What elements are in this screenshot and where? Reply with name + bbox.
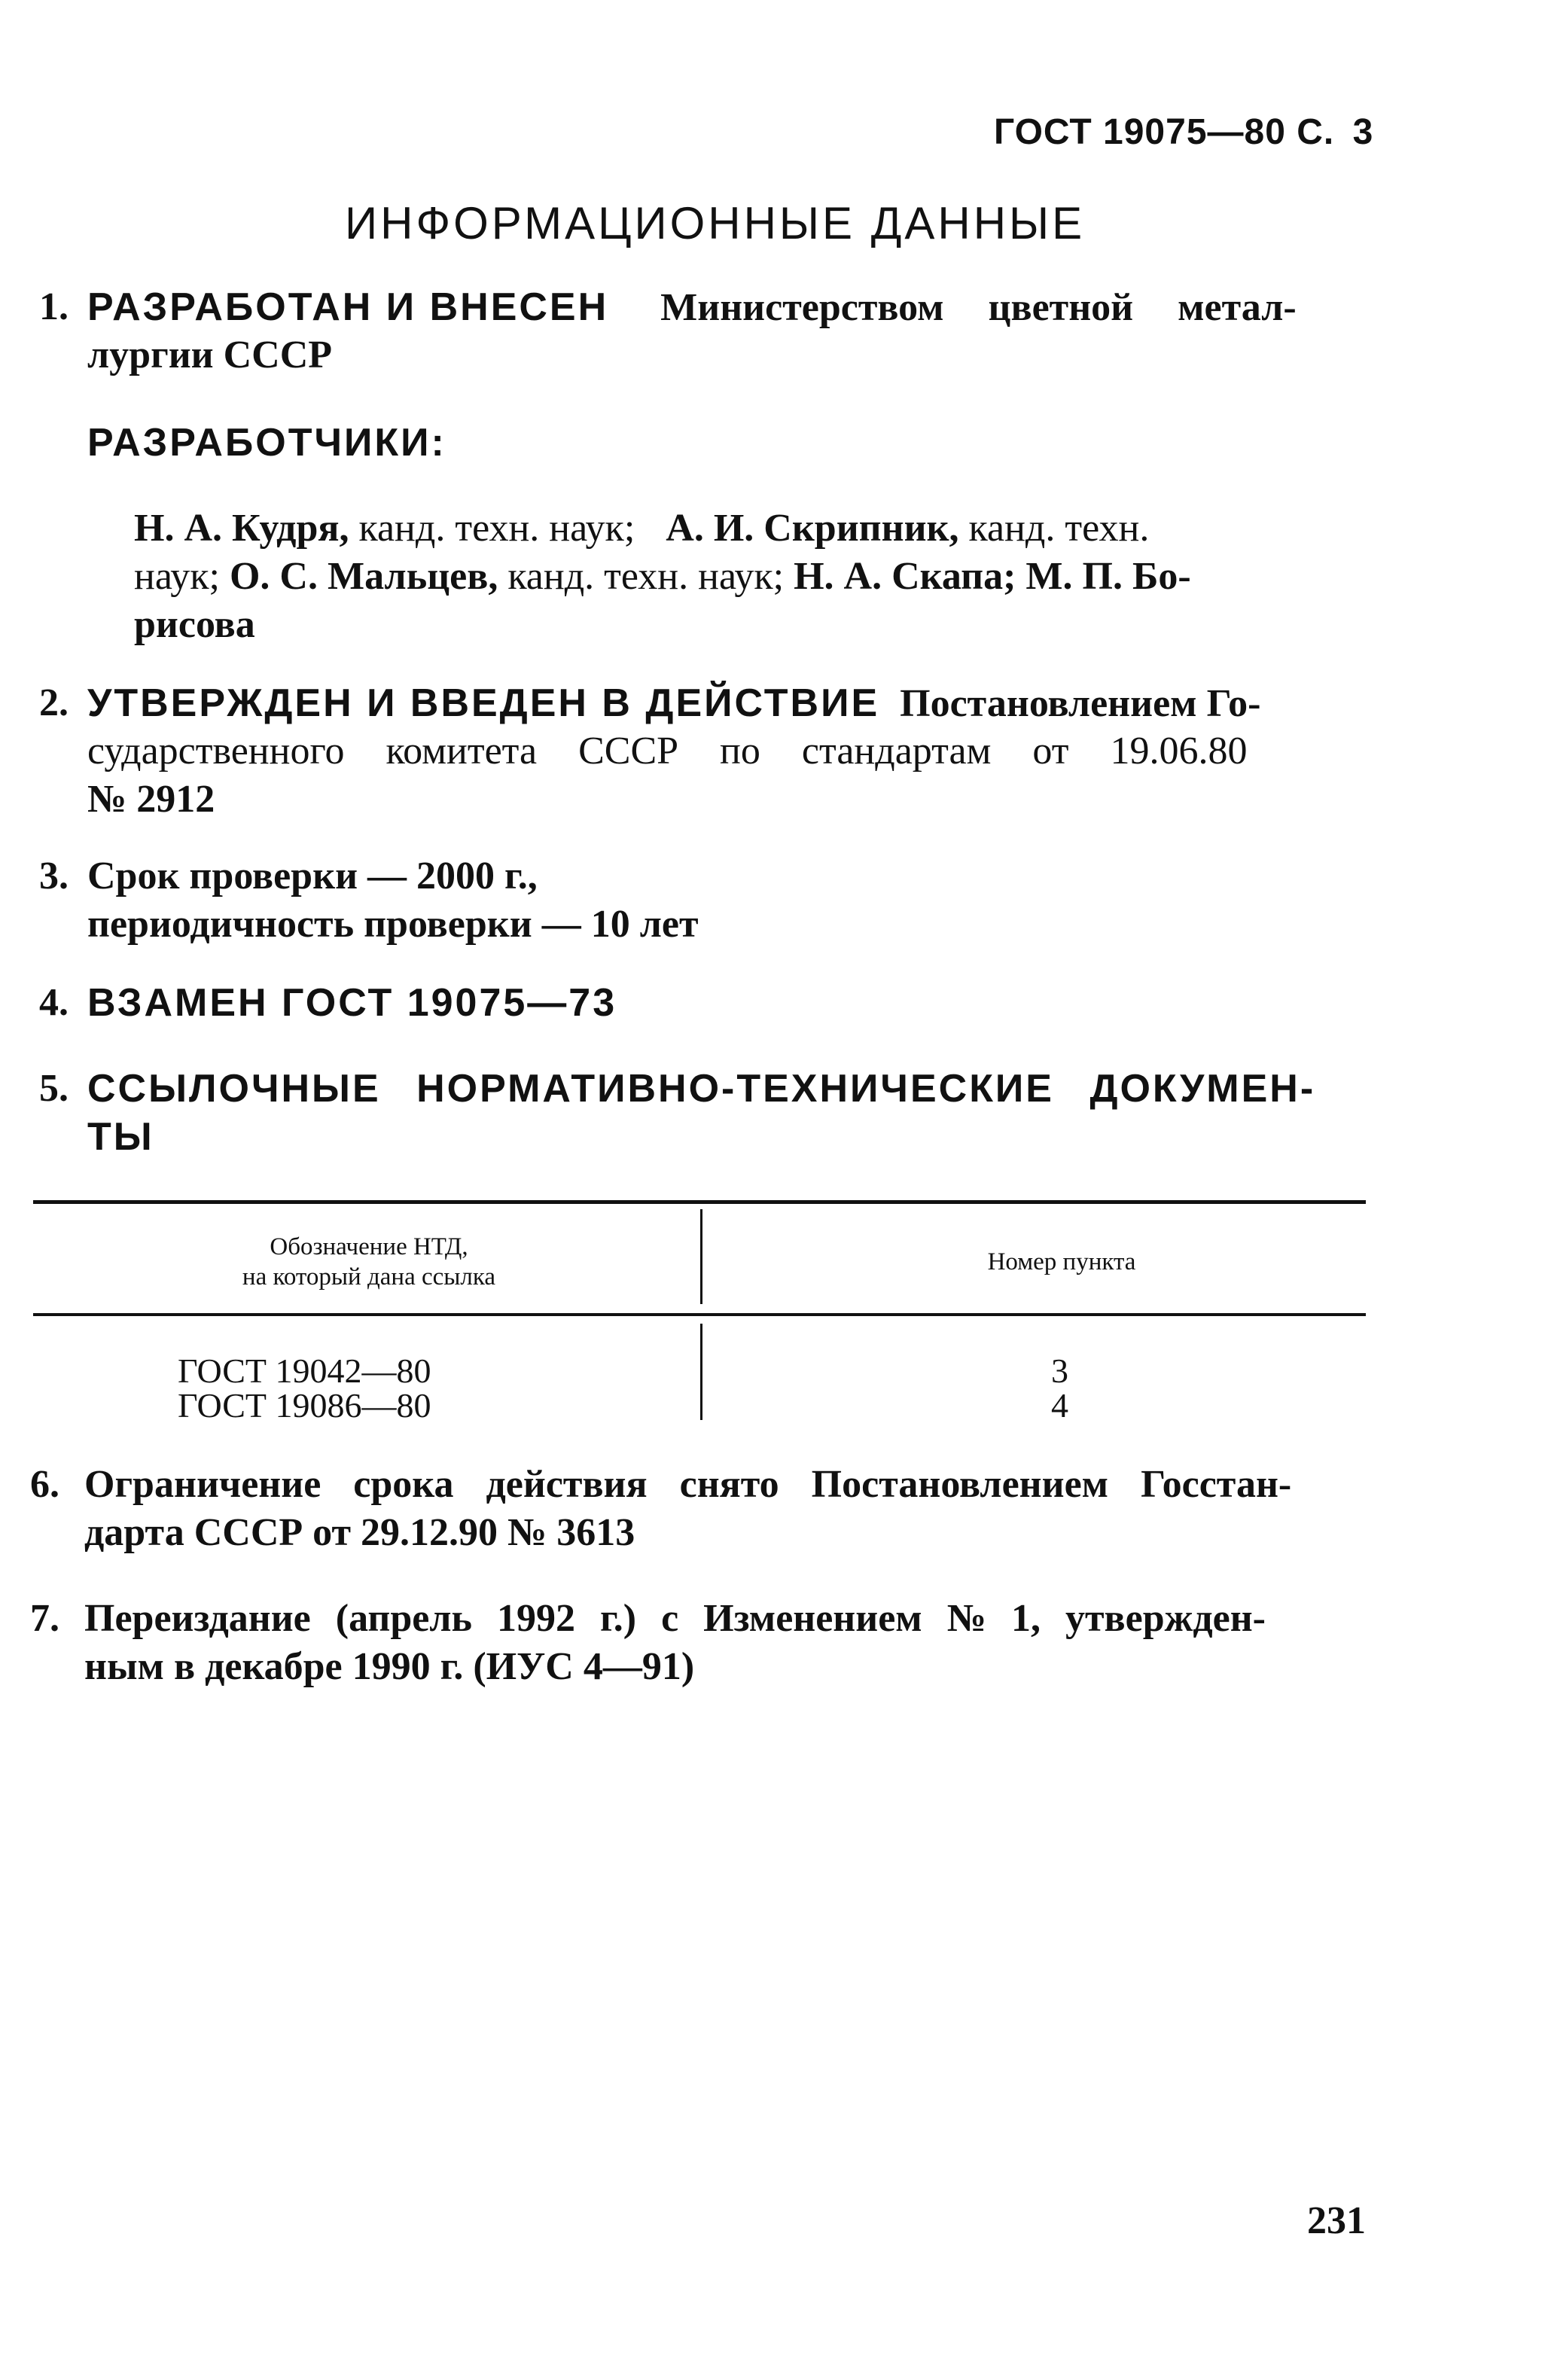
developers-label: РАЗРАБОТЧИКИ: — [87, 421, 446, 465]
item4-text: ВЗАМЕН ГОСТ 19075—73 — [87, 981, 617, 1025]
item5-number: 5. — [39, 1067, 69, 1110]
dev-name-kudrya: Н. А. Кудря, — [134, 507, 349, 550]
item5-line2: ТЫ — [87, 1115, 154, 1159]
dev-degree-2: канд. техн. — [968, 507, 1150, 550]
item6-number: 6. — [30, 1463, 59, 1506]
item1-caps: РАЗРАБОТАН И ВНЕСЕН — [87, 285, 609, 329]
item1-text-line1: Министерством цветной метал- — [660, 286, 1297, 329]
item2-text-line2: сударственного комитета СССР по стандартам от 19.06.80 — [87, 730, 1248, 773]
dev-degree-1: канд. техн. наук; — [358, 507, 635, 550]
item3-line1: Срок проверки — 2000 г., — [87, 855, 538, 897]
developers-line2 — [134, 553, 1191, 601]
item7-number: 7. — [30, 1597, 59, 1640]
table-header-col1 — [113, 1232, 625, 1292]
table-row-2-doc: ГОСТ 19086—80 — [178, 1386, 431, 1425]
gost-ref-text: ГОСТ 19075—80 С. — [994, 112, 1335, 152]
item7-line2: ным в декабре 1990 г. (ИУС 4—91) — [84, 1645, 695, 1688]
item1-text-line2: лургии СССР — [87, 334, 333, 376]
item6-line1: Ограничение срока действия снято Постановлением Госстан- — [84, 1463, 1292, 1506]
table-header-col2: Номер пункта — [987, 1248, 1136, 1275]
table-row-1-item: 3 — [1051, 1352, 1068, 1390]
page-number: 231 — [1307, 2199, 1366, 2242]
dev-degree-2-cont: наук; — [134, 555, 220, 598]
dev-name-skapa-borisova: Н. А. Скапа; М. П. Бо- — [794, 555, 1191, 598]
page-mark: 3 — [1352, 112, 1374, 152]
item2-number: 2. — [39, 681, 69, 724]
table-top-rule — [33, 1200, 1366, 1204]
dev-degree-3: канд. техн. наук; — [507, 555, 785, 598]
item2-line1 — [87, 679, 1260, 728]
table-header-rule — [33, 1313, 1366, 1316]
item1-line1 — [87, 283, 1382, 332]
table-row-2-item: 4 — [1051, 1386, 1068, 1425]
developers-line3: рисова — [134, 603, 255, 646]
col1-header-line1: Обозначение НТД, — [270, 1233, 468, 1260]
item2-caps: УТВЕРЖДЕН И ВВЕДЕН В ДЕЙСТВИЕ — [87, 681, 880, 725]
gost-reference — [994, 111, 1373, 153]
item7-line1: Переиздание (апрель 1992 г.) с Изменением № 1, утвержден- — [84, 1597, 1266, 1640]
item5-line1: ССЫЛОЧНЫЕ НОРМАТИВНО-ТЕХНИЧЕСКИЕ ДОКУМЕН- — [87, 1067, 1316, 1111]
item2-text-line1: Постановлением Го- — [900, 682, 1261, 725]
dev-name-skripnik: А. И. Скрипник, — [666, 507, 959, 550]
item2-text-line3: № 2912 — [87, 778, 215, 821]
item4-number: 4. — [39, 981, 69, 1024]
item6-line2: дарта СССР от 29.12.90 № 3613 — [84, 1511, 635, 1554]
item3-line2: периодичность проверки — 10 лет — [87, 903, 699, 946]
col1-header-line2: на который дана ссылка — [242, 1263, 496, 1291]
item1-number: 1. — [39, 285, 69, 328]
item3-number: 3. — [39, 855, 69, 897]
page-title: ИНФОРМАЦИОННЫЕ ДАННЫЕ — [345, 198, 1086, 248]
dev-name-maltsev: О. С. Мальцев, — [229, 555, 498, 598]
table-header-divider — [700, 1209, 702, 1304]
table-row-1-doc: ГОСТ 19042—80 — [178, 1352, 431, 1390]
developers-line1 — [134, 504, 1149, 553]
table-body-divider — [700, 1324, 702, 1420]
